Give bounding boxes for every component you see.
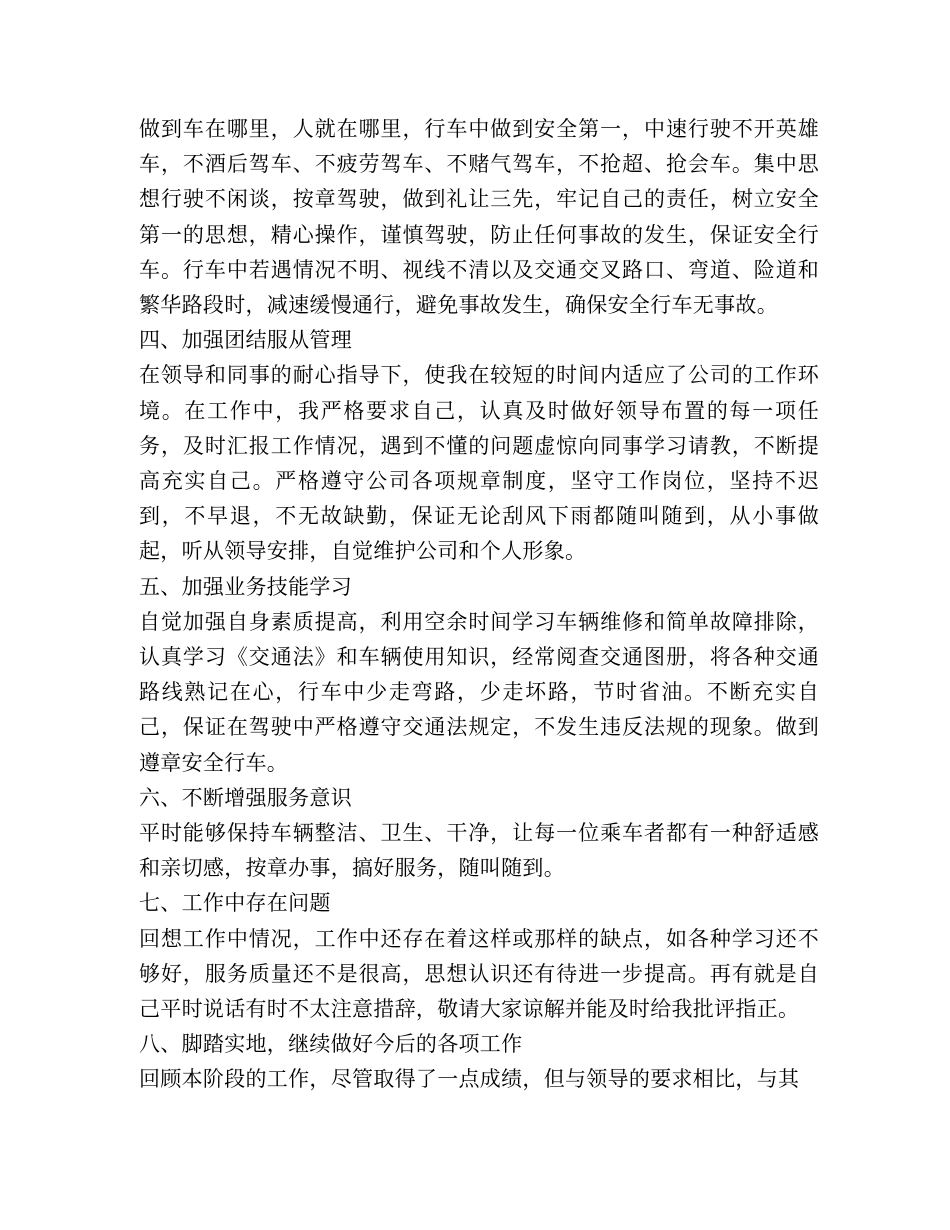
section-heading-8: 八、脚踏实地，继续做好今后的各项工作 (139, 1032, 523, 1057)
paragraph-skills: 自觉加强自身素质提高，利用空余时间学习车辆维修和简单故障排除，认真学习《交通法》和车辆使用知识，经常阅查交通图册，将各种交通路线熟记在心，行车中少走弯路，少走坏路，节时省油。不断充实自己，保证在驾驶中严格遵守交通法规定，不发生违反法规的现象。做到遵章安全行车。 (139, 609, 819, 775)
paragraph-service: 平时能够保持车辆整洁、卫生、干净，让每一位乘车者都有一种舒适感和亲切感，按章办事，搞好服务，随叫随到。 (139, 821, 819, 881)
section-heading-5: 五、加强业务技能学习 (139, 574, 352, 599)
section-heading-6: 六、不断增强服务意识 (139, 785, 352, 810)
section-heading-4: 四、加强团结服从管理 (139, 328, 352, 353)
paragraph-safe-driving: 做到车在哪里，人就在哪里，行车中做到安全第一，中速行驶不开英雄车，不酒后驾车、不疲劳驾车、不赌气驾车，不抢超、抢会车。集中思想行驶不闲谈，按章驾驶，做到礼让三先，牢记自己的责任，树立安全第一的思想，精心操作，谨慎驾驶，防止任何事故的发生，保证安全行车。行车中若遇情况不明、视线不清以及交通交叉路口、弯道、险道和繁华路段时，减速缓慢通行，避免事故发生，确保安全行车无事故。 (139, 117, 819, 318)
document-body (139, 112, 819, 1098)
paragraph-teamwork: 在领导和同事的耐心指导下，使我在较短的时间内适应了公司的工作环境。在工作中，我严格要求自己，认真及时做好领导布置的每一项任务，及时汇报工作情况，遇到不懂的问题虚惊向同事学习请教，不断提高充实自己。严格遵守公司各项规章制度，坚守工作岗位，坚持不迟到，不早退，不无故缺勤，保证无论刮风下雨都随叫随到，从小事做起，听从领导安排，自觉维护公司和个人形象。 (139, 363, 819, 564)
paragraph-review: 回顾本阶段的工作，尽管取得了一点成绩，但与领导的要求相比，与其 (139, 1067, 800, 1092)
section-heading-7: 七、工作中存在问题 (139, 891, 331, 916)
paragraph-problems: 回想工作中情况，工作中还存在着这样或那样的缺点，如各种学习还不够好，服务质量还不是很高，思想认识还有待进一步提高。再有就是自己平时说话有时不太注意措辞，敬请大家谅解并能及时给我批评指正。 (139, 926, 819, 1022)
